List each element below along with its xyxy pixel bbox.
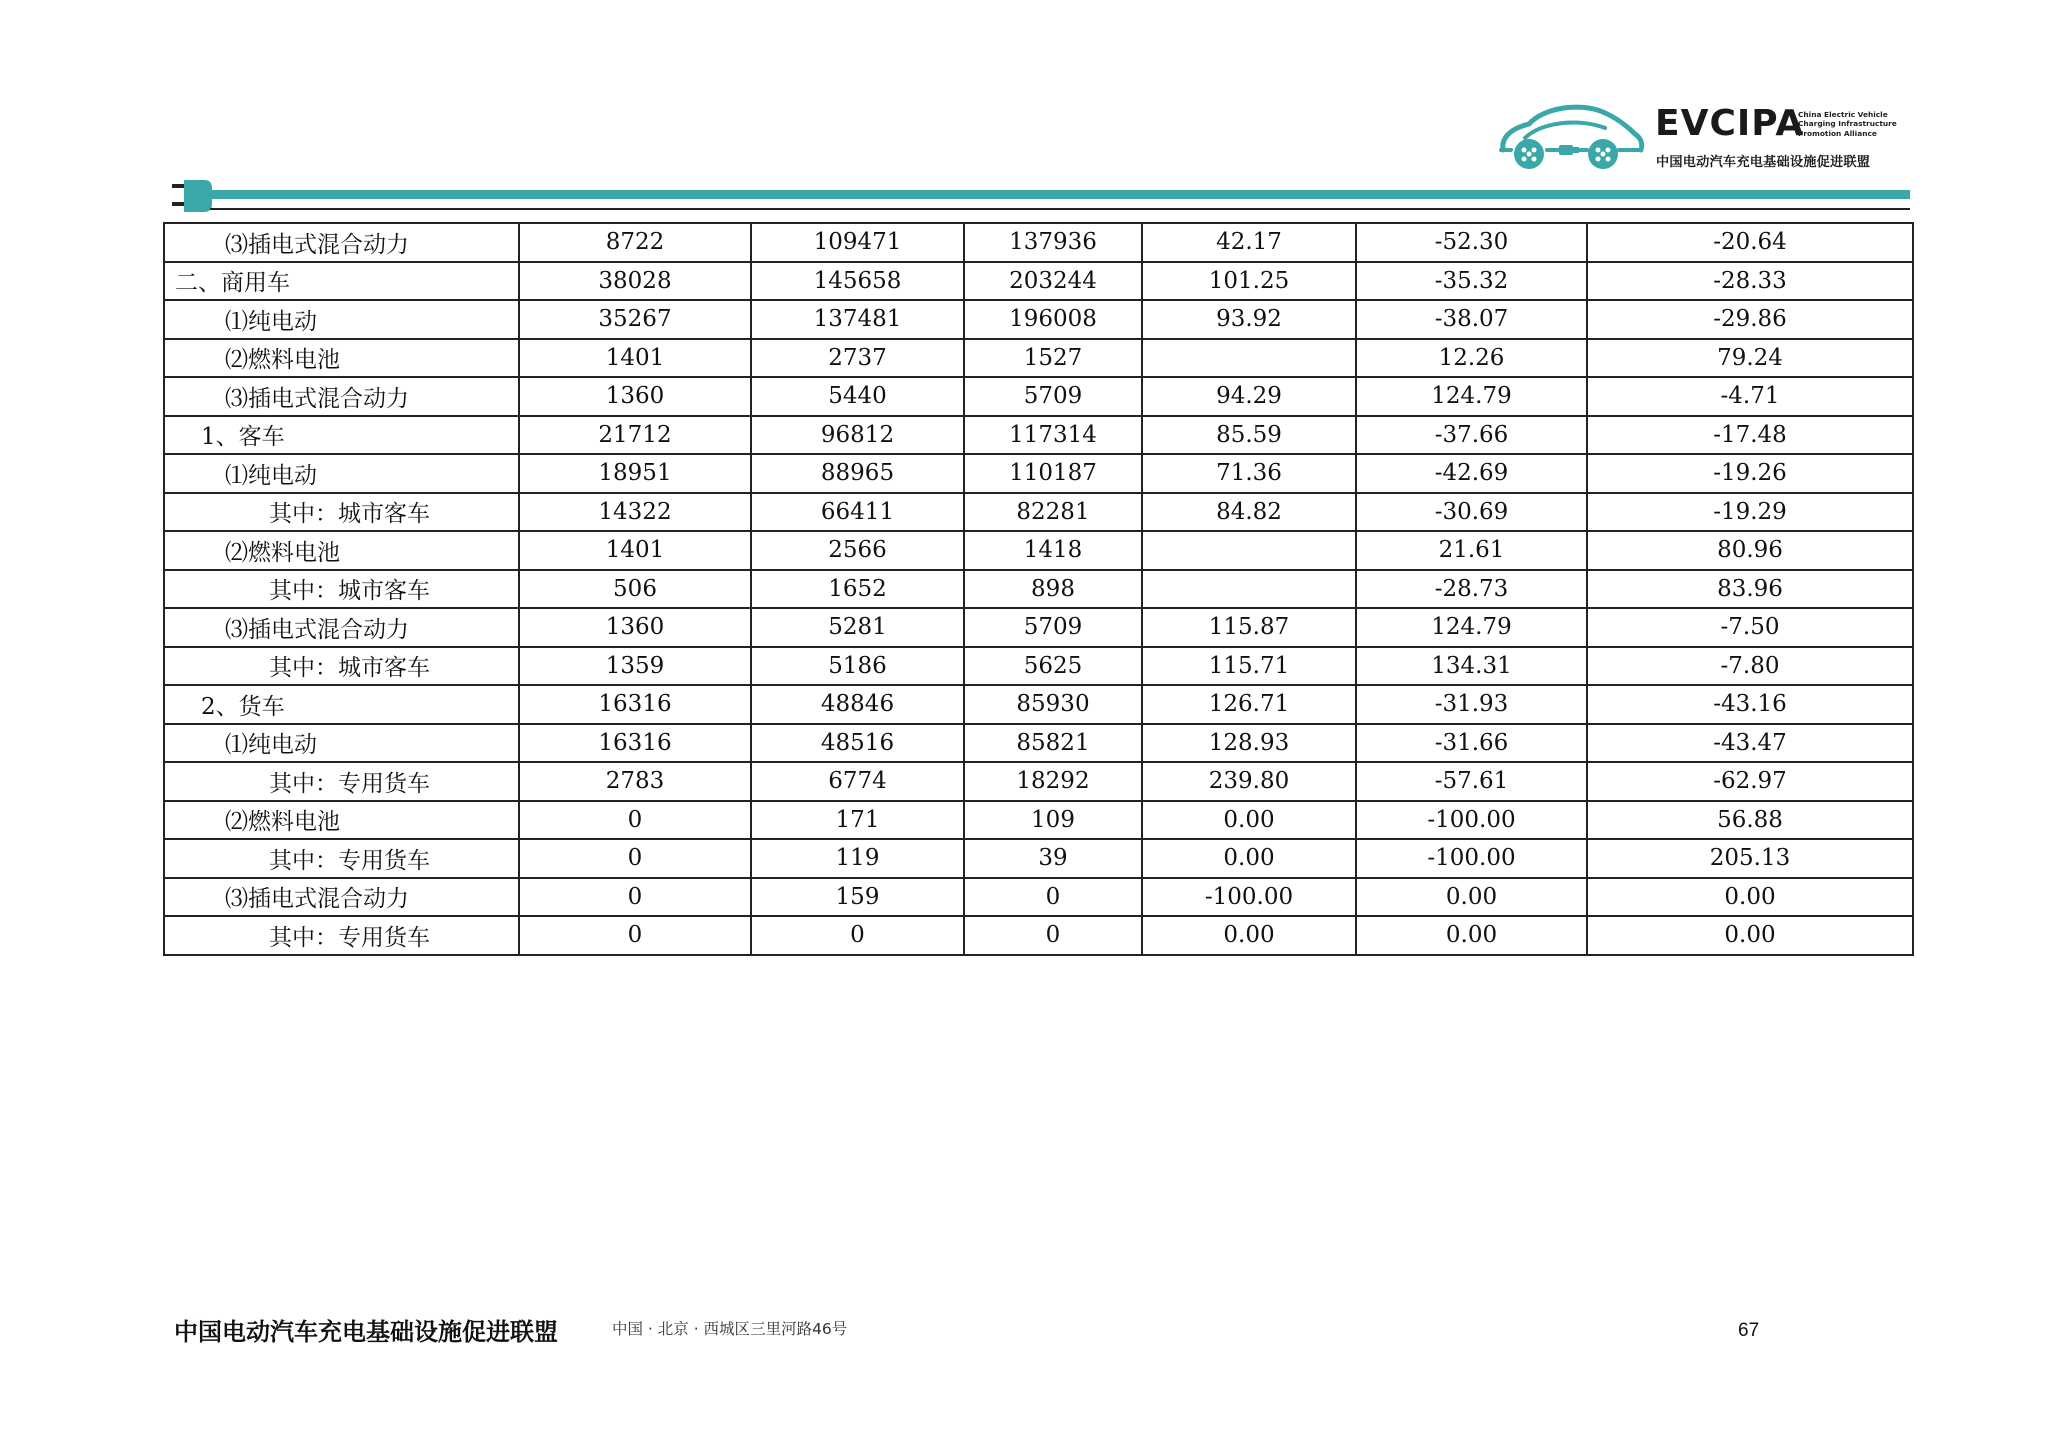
row-label: 其中：专用货车 bbox=[164, 916, 519, 955]
table-cell: 126.71 bbox=[1142, 685, 1356, 724]
table-cell: -7.50 bbox=[1587, 608, 1913, 647]
table-cell: -43.16 bbox=[1587, 685, 1913, 724]
table-cell: 38028 bbox=[519, 262, 751, 301]
table-row bbox=[164, 300, 1913, 339]
row-label: ⑵燃料电池 bbox=[164, 801, 519, 840]
table-cell: 0.00 bbox=[1356, 916, 1587, 955]
table-cell: 83.96 bbox=[1587, 570, 1913, 609]
table-cell: -57.61 bbox=[1356, 762, 1587, 801]
table-cell: 110187 bbox=[964, 454, 1142, 493]
footer-organization-name: 中国电动汽车充电基础设施促进联盟 bbox=[174, 1318, 558, 1346]
table-cell: 0.00 bbox=[1142, 916, 1356, 955]
table-row bbox=[164, 454, 1913, 493]
table-row bbox=[164, 647, 1913, 686]
row-label: 其中：专用货车 bbox=[164, 762, 519, 801]
table-cell: -35.32 bbox=[1356, 262, 1587, 301]
table-cell bbox=[1142, 339, 1356, 378]
table-cell: 5186 bbox=[751, 647, 964, 686]
row-label: ⑴纯电动 bbox=[164, 454, 519, 493]
table-cell: 5625 bbox=[964, 647, 1142, 686]
statistics-table bbox=[163, 222, 1914, 956]
row-label: 1、客车 bbox=[164, 416, 519, 455]
logo-english-name: China Electric Vehicle Charging Infrastructure Promotion Alliance bbox=[1798, 110, 1897, 138]
table-cell: 5281 bbox=[751, 608, 964, 647]
table-cell: 96812 bbox=[751, 416, 964, 455]
table-cell: -37.66 bbox=[1356, 416, 1587, 455]
table-row bbox=[164, 878, 1913, 917]
row-label: 其中：专用货车 bbox=[164, 839, 519, 878]
table-cell: 21712 bbox=[519, 416, 751, 455]
table-cell: -38.07 bbox=[1356, 300, 1587, 339]
table-cell: 196008 bbox=[964, 300, 1142, 339]
table-cell: 0.00 bbox=[1142, 801, 1356, 840]
table-cell: 2783 bbox=[519, 762, 751, 801]
table-cell: 0 bbox=[964, 916, 1142, 955]
table-row bbox=[164, 377, 1913, 416]
table-cell: -7.80 bbox=[1587, 647, 1913, 686]
table-cell: -31.66 bbox=[1356, 724, 1587, 763]
evcipa-wordmark bbox=[1655, 104, 1905, 176]
table-cell: -100.00 bbox=[1356, 801, 1587, 840]
row-label: ⑶插电式混合动力 bbox=[164, 377, 519, 416]
table-cell: 124.79 bbox=[1356, 377, 1587, 416]
table-cell: -4.71 bbox=[1587, 377, 1913, 416]
table-row bbox=[164, 916, 1913, 955]
row-label: 2、货车 bbox=[164, 685, 519, 724]
table-cell: 239.80 bbox=[1142, 762, 1356, 801]
row-label: ⑶插电式混合动力 bbox=[164, 223, 519, 262]
table-row bbox=[164, 223, 1913, 262]
table-cell: 39 bbox=[964, 839, 1142, 878]
table-cell: 101.25 bbox=[1142, 262, 1356, 301]
row-label: ⑶插电式混合动力 bbox=[164, 878, 519, 917]
row-label: 二、商用车 bbox=[164, 262, 519, 301]
table-row bbox=[164, 570, 1913, 609]
table-row bbox=[164, 416, 1913, 455]
table-cell: 0 bbox=[519, 801, 751, 840]
table-cell: 66411 bbox=[751, 493, 964, 532]
table-cell: 115.87 bbox=[1142, 608, 1356, 647]
table-cell: 898 bbox=[964, 570, 1142, 609]
table-row bbox=[164, 493, 1913, 532]
table-cell: -100.00 bbox=[1142, 878, 1356, 917]
table-cell: -20.64 bbox=[1587, 223, 1913, 262]
table-cell: 88965 bbox=[751, 454, 964, 493]
table-row bbox=[164, 839, 1913, 878]
table-cell: 1401 bbox=[519, 339, 751, 378]
table-cell: 119 bbox=[751, 839, 964, 878]
table-cell: 48846 bbox=[751, 685, 964, 724]
table-cell: 0.00 bbox=[1587, 878, 1913, 917]
table-row bbox=[164, 531, 1913, 570]
table-cell: 137936 bbox=[964, 223, 1142, 262]
table-body bbox=[164, 223, 1913, 955]
table-cell: 0 bbox=[964, 878, 1142, 917]
table-cell: -28.73 bbox=[1356, 570, 1587, 609]
table-cell: 5709 bbox=[964, 377, 1142, 416]
table-cell: -29.86 bbox=[1587, 300, 1913, 339]
table-cell: 84.82 bbox=[1142, 493, 1356, 532]
table-cell: 159 bbox=[751, 878, 964, 917]
table-cell: 1527 bbox=[964, 339, 1142, 378]
table-cell: 1418 bbox=[964, 531, 1142, 570]
table-cell bbox=[1142, 570, 1356, 609]
table-row bbox=[164, 762, 1913, 801]
table-row bbox=[164, 724, 1913, 763]
table-cell: -17.48 bbox=[1587, 416, 1913, 455]
table-cell: 117314 bbox=[964, 416, 1142, 455]
table-cell: 115.71 bbox=[1142, 647, 1356, 686]
table-row bbox=[164, 801, 1913, 840]
row-label: ⑴纯电动 bbox=[164, 724, 519, 763]
table-cell: 128.93 bbox=[1142, 724, 1356, 763]
table-cell: 35267 bbox=[519, 300, 751, 339]
table-cell: 0 bbox=[519, 916, 751, 955]
table-cell: -28.33 bbox=[1587, 262, 1913, 301]
plug-header-bar-icon bbox=[170, 178, 1910, 214]
table-cell: 124.79 bbox=[1356, 608, 1587, 647]
table-cell: 21.61 bbox=[1356, 531, 1587, 570]
table-cell: -42.69 bbox=[1356, 454, 1587, 493]
evcipa-car-logo-icon bbox=[1495, 98, 1645, 178]
row-label: ⑶插电式混合动力 bbox=[164, 608, 519, 647]
footer-address: 中国 · 北京 · 西城区三里河路46号 bbox=[612, 1320, 848, 1338]
table-cell: 0 bbox=[519, 839, 751, 878]
table-cell: 0.00 bbox=[1142, 839, 1356, 878]
table-cell: 82281 bbox=[964, 493, 1142, 532]
table-cell: 109471 bbox=[751, 223, 964, 262]
table-cell: -52.30 bbox=[1356, 223, 1587, 262]
table-cell: 1401 bbox=[519, 531, 751, 570]
table-cell: 203244 bbox=[964, 262, 1142, 301]
table-cell: 18951 bbox=[519, 454, 751, 493]
table-cell: -30.69 bbox=[1356, 493, 1587, 532]
table-cell: 85821 bbox=[964, 724, 1142, 763]
table-cell: 1360 bbox=[519, 608, 751, 647]
table-cell: -62.97 bbox=[1587, 762, 1913, 801]
table-cell: 85.59 bbox=[1142, 416, 1356, 455]
table-cell: -43.47 bbox=[1587, 724, 1913, 763]
row-label: 其中：城市客车 bbox=[164, 493, 519, 532]
row-label: ⑴纯电动 bbox=[164, 300, 519, 339]
logo-chinese-name: 中国电动汽车充电基础设施促进联盟 bbox=[1656, 155, 1871, 170]
table-cell: 1359 bbox=[519, 647, 751, 686]
table-cell: 18292 bbox=[964, 762, 1142, 801]
table-cell: 2737 bbox=[751, 339, 964, 378]
row-label: 其中：城市客车 bbox=[164, 647, 519, 686]
table-cell: 6774 bbox=[751, 762, 964, 801]
table-cell: 5709 bbox=[964, 608, 1142, 647]
table-cell: 79.24 bbox=[1587, 339, 1913, 378]
page-number: 67 bbox=[1738, 1320, 1760, 1341]
table-cell: 145658 bbox=[751, 262, 964, 301]
row-label: ⑵燃料电池 bbox=[164, 531, 519, 570]
table-cell: 205.13 bbox=[1587, 839, 1913, 878]
table-cell: 16316 bbox=[519, 724, 751, 763]
table-cell: 2566 bbox=[751, 531, 964, 570]
table-cell: 48516 bbox=[751, 724, 964, 763]
table-cell: 42.17 bbox=[1142, 223, 1356, 262]
table-row bbox=[164, 262, 1913, 301]
table-row bbox=[164, 339, 1913, 378]
table-cell: 56.88 bbox=[1587, 801, 1913, 840]
table-cell: 93.92 bbox=[1142, 300, 1356, 339]
table-cell: -100.00 bbox=[1356, 839, 1587, 878]
table-cell: 94.29 bbox=[1142, 377, 1356, 416]
table-cell: 0 bbox=[751, 916, 964, 955]
table-cell: 16316 bbox=[519, 685, 751, 724]
table-cell: 1652 bbox=[751, 570, 964, 609]
row-label: ⑵燃料电池 bbox=[164, 339, 519, 378]
table-cell: 80.96 bbox=[1587, 531, 1913, 570]
table-cell: 109 bbox=[964, 801, 1142, 840]
table-cell: -19.29 bbox=[1587, 493, 1913, 532]
table-row bbox=[164, 608, 1913, 647]
table-cell: 134.31 bbox=[1356, 647, 1587, 686]
table-cell bbox=[1142, 531, 1356, 570]
table-cell: 8722 bbox=[519, 223, 751, 262]
table-cell: 0.00 bbox=[1356, 878, 1587, 917]
table-cell: 5440 bbox=[751, 377, 964, 416]
table-cell: 0 bbox=[519, 878, 751, 917]
table-cell: 71.36 bbox=[1142, 454, 1356, 493]
table-cell: -19.26 bbox=[1587, 454, 1913, 493]
table-cell: 137481 bbox=[751, 300, 964, 339]
table-cell: 14322 bbox=[519, 493, 751, 532]
table-cell: 1360 bbox=[519, 377, 751, 416]
table-row bbox=[164, 685, 1913, 724]
table-cell: 85930 bbox=[964, 685, 1142, 724]
table-cell: 171 bbox=[751, 801, 964, 840]
logo-abbreviation: EVCIPA bbox=[1655, 103, 1805, 144]
table-cell: 506 bbox=[519, 570, 751, 609]
row-label: 其中：城市客车 bbox=[164, 570, 519, 609]
table-cell: 12.26 bbox=[1356, 339, 1587, 378]
table-cell: -31.93 bbox=[1356, 685, 1587, 724]
table-cell: 0.00 bbox=[1587, 916, 1913, 955]
